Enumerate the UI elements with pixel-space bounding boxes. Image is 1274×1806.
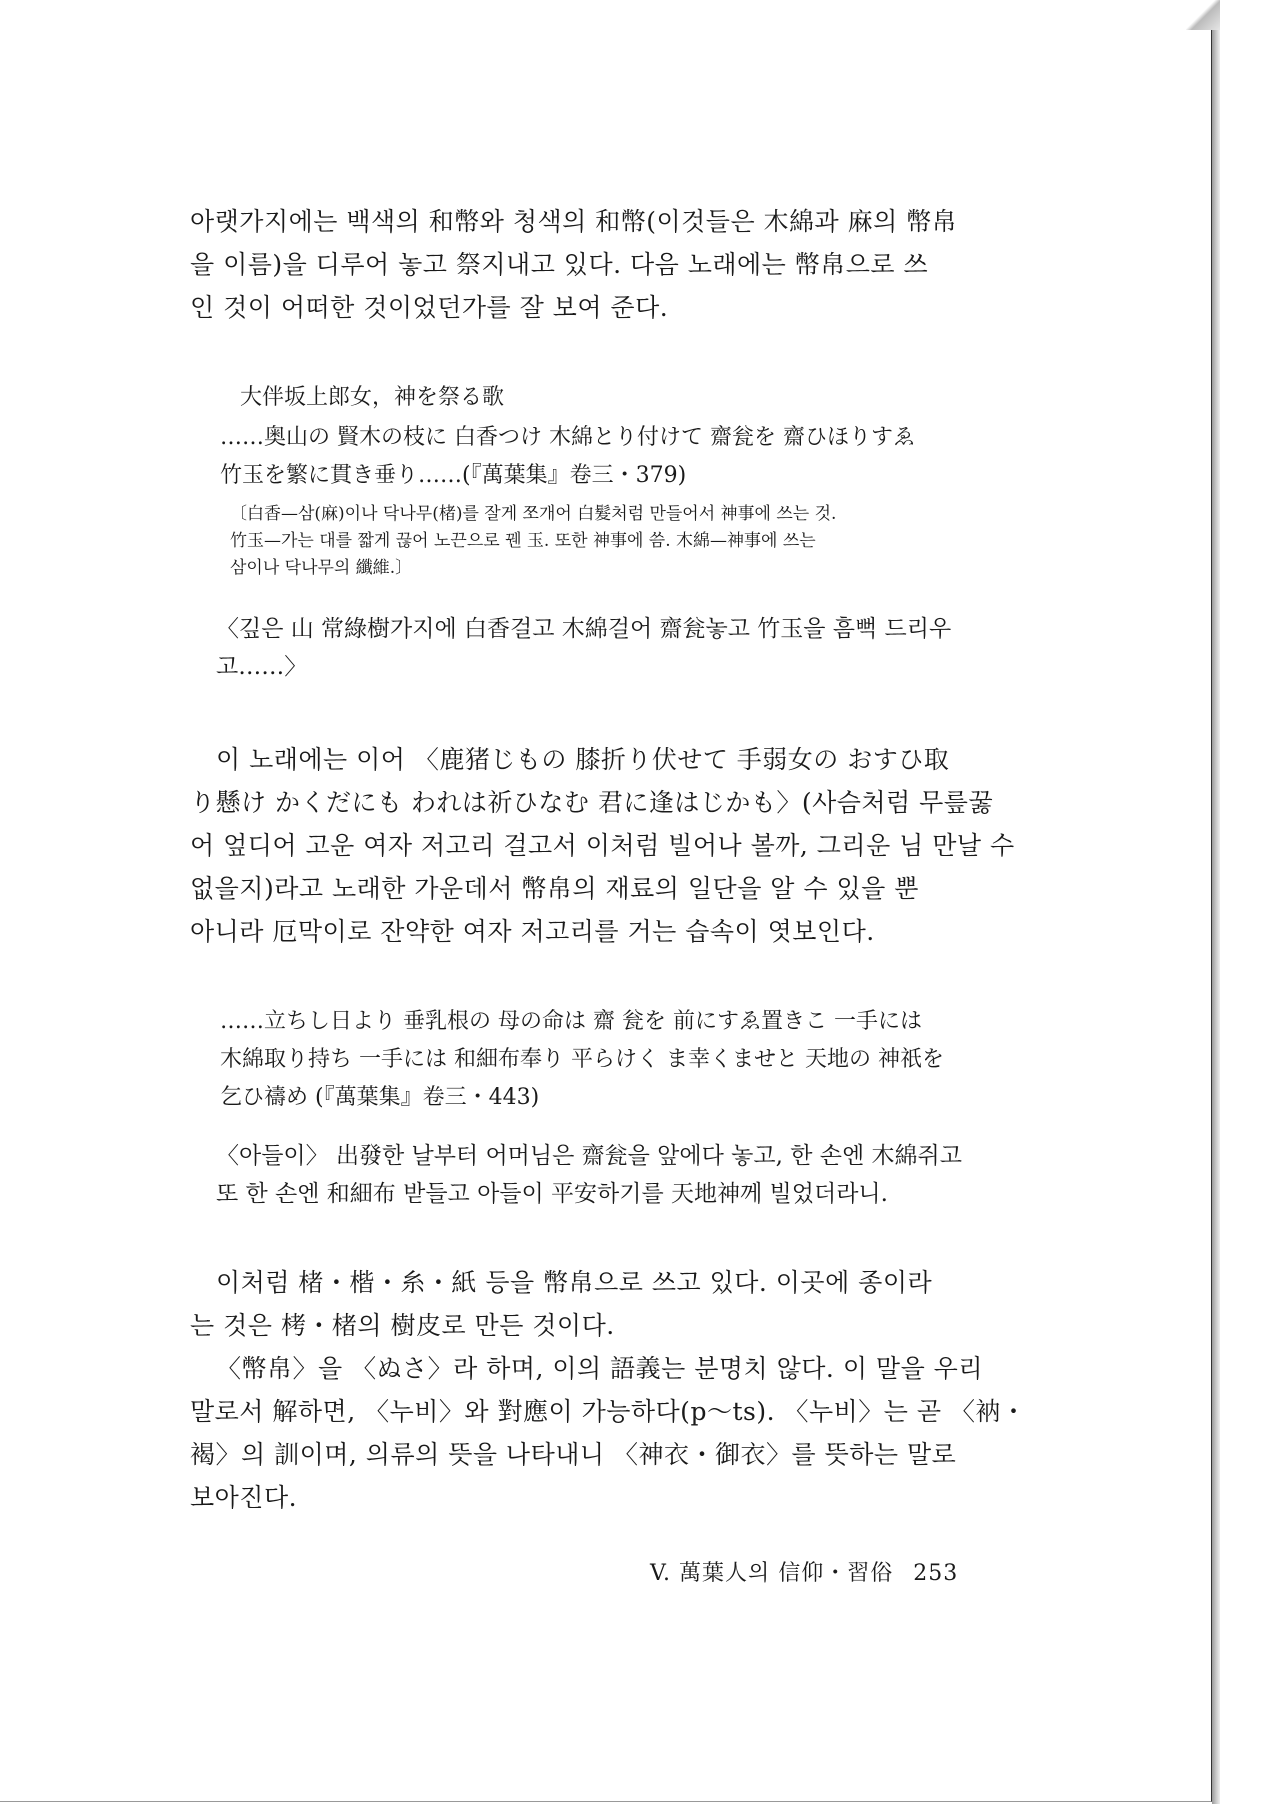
page-footer — [650, 1556, 958, 1587]
running-footer-section: V. 萬葉人의 信仰・習俗 — [650, 1561, 894, 1586]
text-line: 〈幣帛〉을 〈ぬさ〉라 하며, 이의 語義는 분명치 않다. 이 말을 우리 — [216, 1354, 983, 1383]
poem-line: ……立ちし日より 垂乳根の 母の命は 齋 瓮を 前にすゑ置きこ 一手には — [220, 1009, 922, 1034]
poem-quote-2 — [220, 1003, 1015, 1117]
paragraph-3 — [190, 1261, 1015, 1347]
paragraph-2 — [190, 738, 1015, 953]
note-line: 竹玉—가는 대를 짧게 끊어 노끈으로 꿴 玉. 또한 神事에 씀. 木綿—神事에 쓰는 — [230, 531, 816, 551]
text-line: 어 엎디어 고운 여자 저고리 걸고서 이처럼 빌어나 볼까, 그리운 님 만날 수 — [190, 831, 1015, 860]
text-line: 아니라 厄막이로 잔약한 여자 저고리를 거는 습속이 엿보인다. — [190, 917, 875, 946]
text-line: 말로서 解하면, 〈누비〉와 對應이 가능하다(p〜ts). 〈누비〉는 곧 〈衲・ — [190, 1397, 1027, 1426]
text-line: 인 것이 어떠한 것이었던가를 잘 보여 준다. — [190, 293, 669, 322]
translation-line: 〈깊은 山 常綠樹가지에 白香걸고 木綿걸어 齋瓮놓고 竹玉을 흠뻑 드리우 — [216, 616, 952, 642]
translation-2 — [216, 1137, 1015, 1213]
text-line: 없을지)라고 노래한 가운데서 幣帛의 재료의 일단을 알 수 있을 뿐 — [190, 874, 919, 903]
poem-title: 大伴坂上郎女，神を祭る歌 — [240, 385, 505, 410]
poem-quote-1 — [220, 419, 1015, 495]
translation-line: 고……〉 — [216, 654, 308, 680]
text-line: り懸け かくだにも われは祈ひなむ 君に逢はじかも〉(사슴처럼 무릎꿇 — [190, 788, 994, 817]
page-edge-shadow — [1212, 8, 1220, 1804]
text-line: 褐〉의 訓이며, 의류의 뜻을 나타내니 〈神衣・御衣〉를 뜻하는 말로 — [190, 1440, 957, 1469]
page-curl-corner — [1186, 0, 1220, 30]
poem-line: 竹玉を繁に貫き垂り……(『萬葉集』卷三・379) — [220, 463, 687, 488]
translation-1 — [216, 610, 1015, 686]
paragraph-1 — [190, 200, 1015, 329]
text-line: 이 노래에는 이어 〈鹿猪じもの 膝折り伏せて 手弱女の おすひ取 — [216, 745, 950, 774]
note-line: 삼이나 닥나무의 纖維.〕 — [230, 558, 413, 578]
text-line: 을 이름)을 디루어 놓고 祭지내고 있다. 다음 노래에는 幣帛으로 쓰 — [190, 250, 929, 279]
paragraph-4 — [190, 1347, 1027, 1519]
poem-line: ……奥山の 賢木の枝に 白香つけ 木綿とり付けて 齋瓮を 齋ひほりすゑ — [220, 425, 915, 450]
page-content — [190, 200, 1027, 1519]
poem-line: 乞ひ禱め (『萬葉集』卷三・443) — [220, 1085, 540, 1110]
translation-line: 또 한 손엔 和細布 받들고 아들이 平安하기를 天地神께 빌었더라니. — [216, 1181, 888, 1207]
text-line: 이처럼 楮・楷・糸・紙 등을 幣帛으로 쓰고 있다. 이곳에 종이라 — [216, 1268, 933, 1297]
text-line: 보아진다. — [190, 1483, 298, 1512]
page-number: 253 — [913, 1561, 959, 1586]
text-line: 는 것은 栲・楮의 樹皮로 만든 것이다. — [190, 1311, 615, 1340]
note-line: 〔白香—삼(麻)이나 닥나무(楮)를 잘게 쪼개어 白髮처럼 만들어서 神事에 쓰는 것. — [230, 504, 837, 524]
annotation-note — [230, 501, 1015, 582]
poem-line: 木綿取り持ち 一手には 和細布奉り 平らけく ま幸くませと 天地の 神祇を — [220, 1047, 944, 1072]
translation-line: 〈아들이〉 出發한 날부터 어머님은 齋瓮을 앞에다 놓고, 한 손엔 木綿쥐고 — [216, 1143, 962, 1169]
text-line: 아랫가지에는 백색의 和幣와 청색의 和幣(이것들은 木綿과 麻의 幣帛 — [190, 207, 958, 236]
